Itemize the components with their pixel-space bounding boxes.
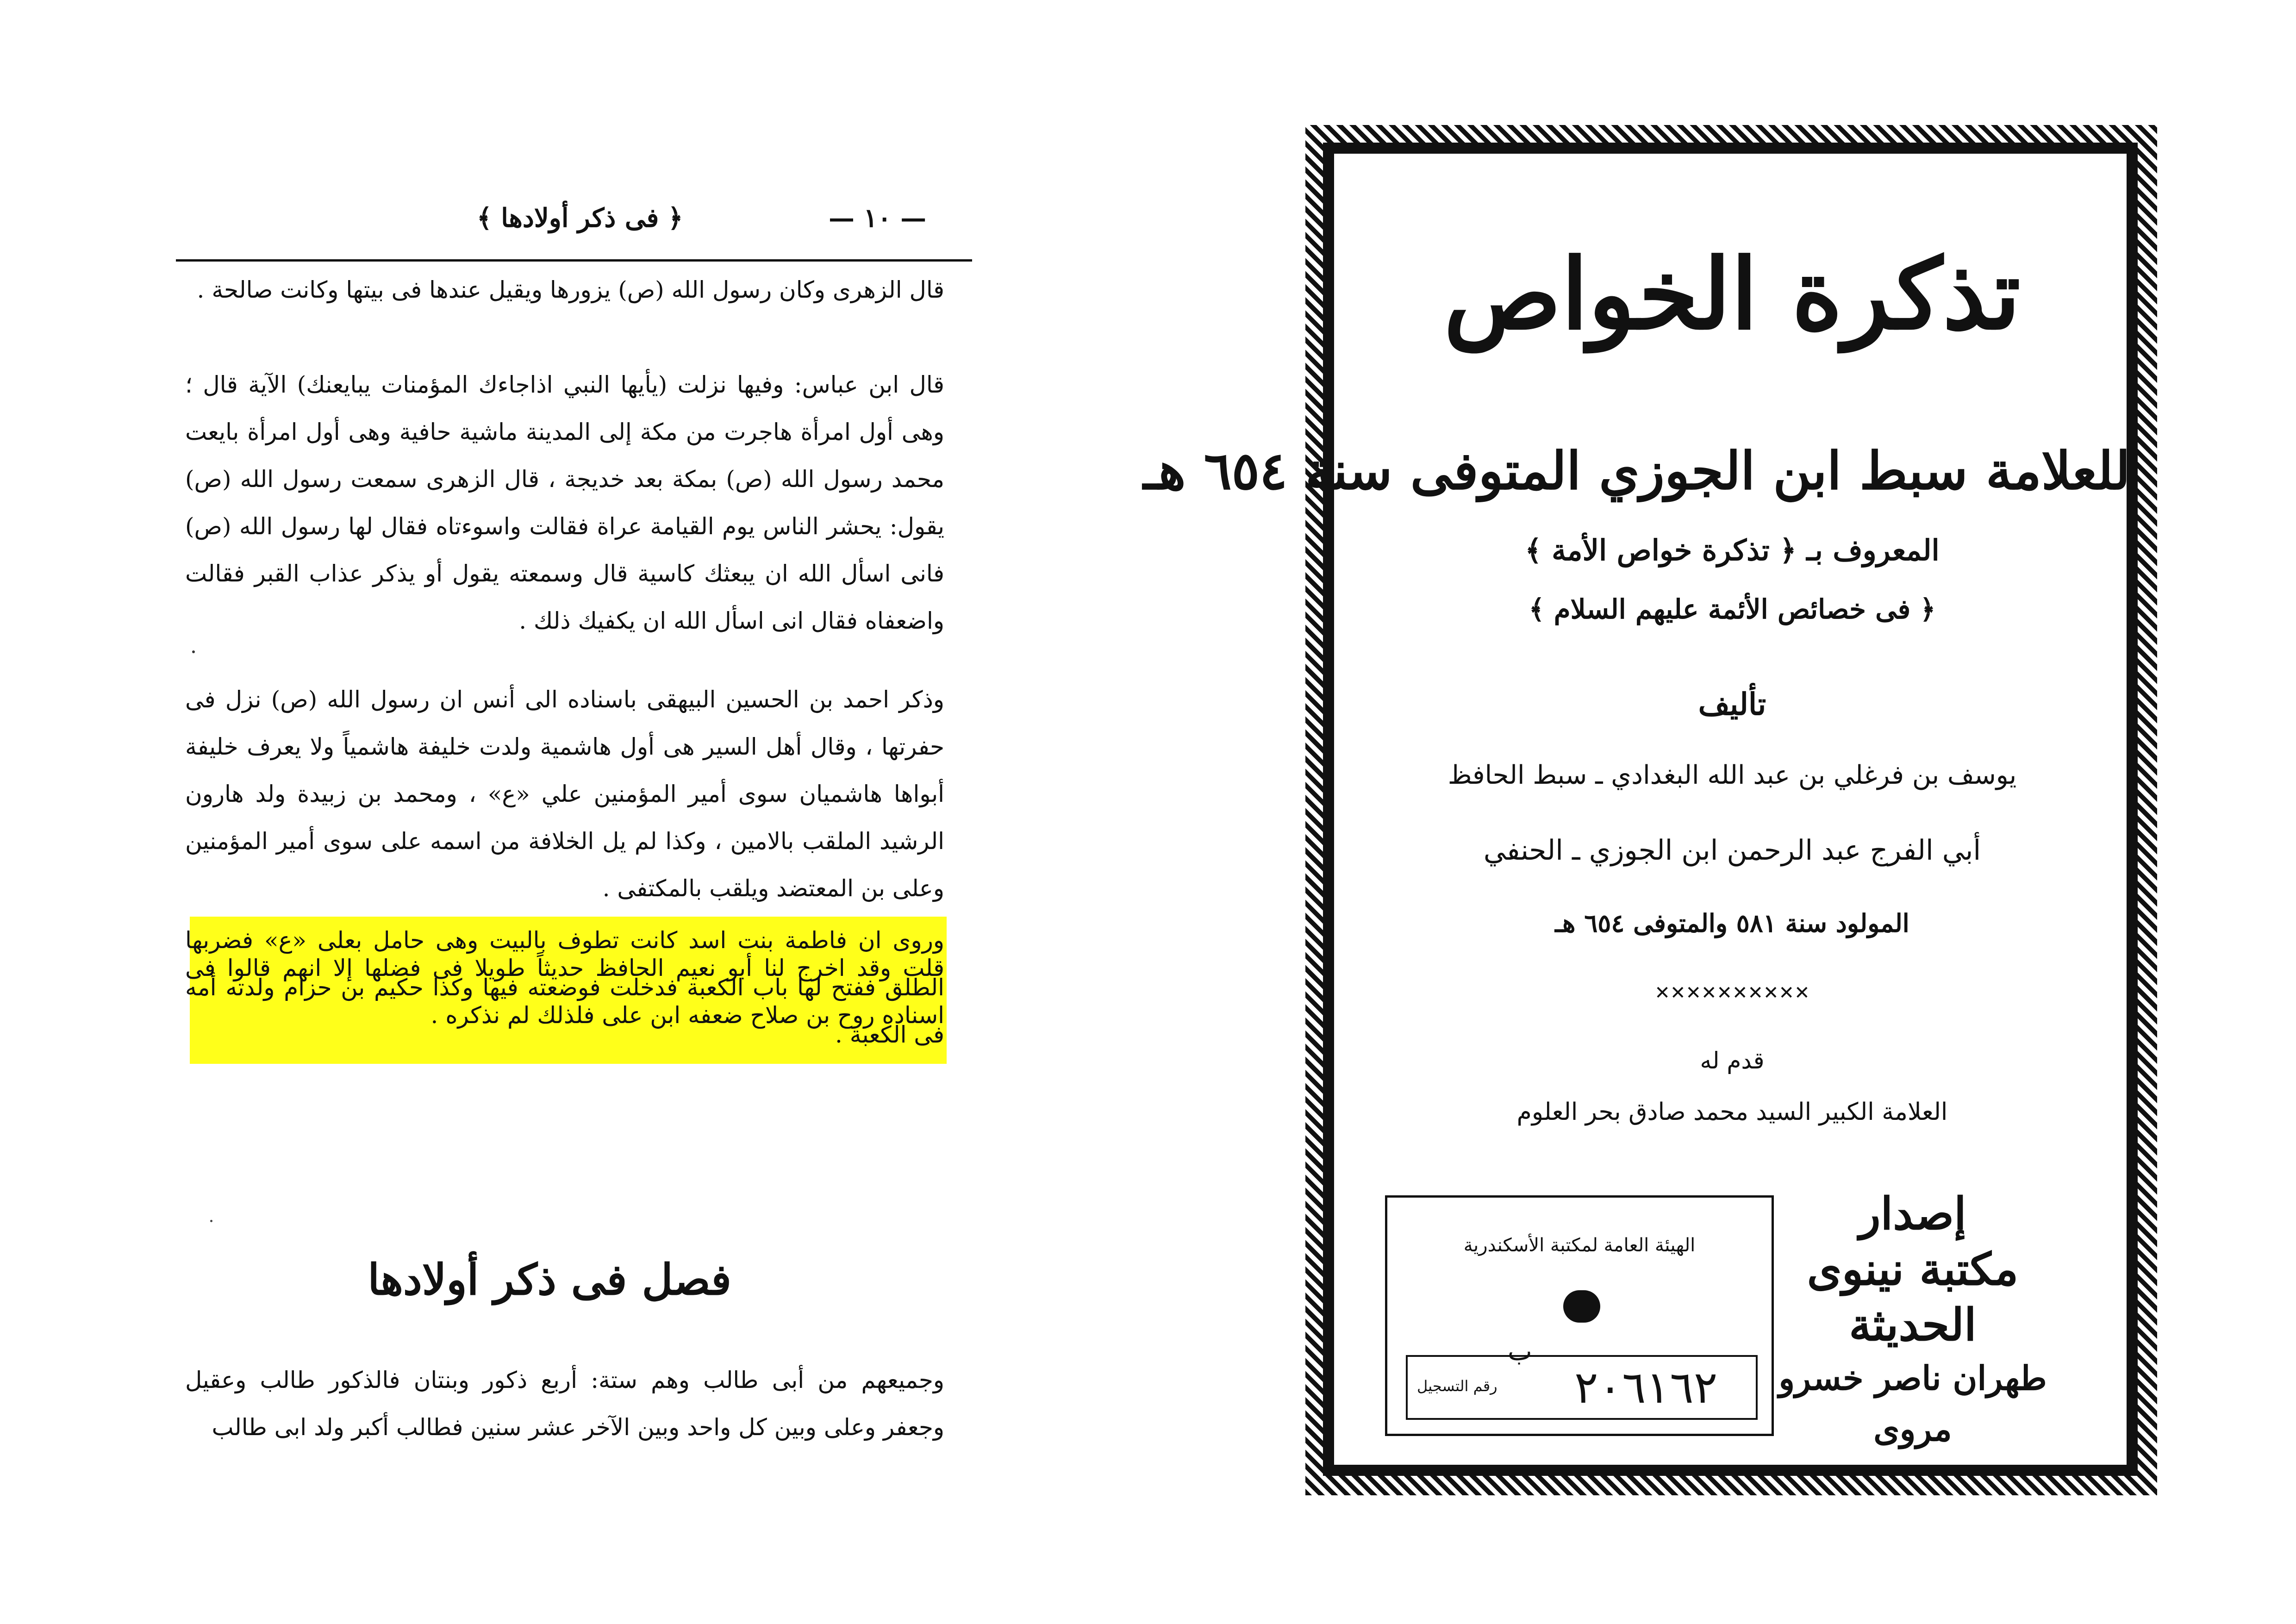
- introduction-author: العلامة الكبير السيد محمد صادق بحر العلوم: [1516, 1098, 1948, 1126]
- page-number: — ١٠ —: [829, 203, 927, 233]
- authorship-label: تأليف: [1698, 686, 1766, 722]
- author-lineage: أبي الفرج عبد الرحمن ابن الجوزي ـ الحنفي: [1483, 834, 1981, 867]
- publisher-address: طهران ناصر خسرو مروى: [1778, 1358, 2047, 1449]
- stamp-seal-icon: [1563, 1290, 1600, 1323]
- stamp-text: الهيئة العامة لمكتبة الأسكندرية: [1463, 1235, 1696, 1256]
- author-full-name: يوسف بن فرغلي بن عبد الله البغدادي ـ سبط الحافظ: [1447, 760, 2017, 790]
- page-header: [176, 203, 972, 244]
- title-page-content: [1143, 152, 2130, 1467]
- paragraph-4: قلت وقد اخرج لنا أبو نعيم الحافظ حديثاً طويلا فى فضلها إلا انهم قالوا فى اسناده روح بن صلاح ضعفه ابن على فلذلك لم نذكره .: [185, 955, 944, 1029]
- known-as-line: المعروف بـ ﴿ تذكرة خواص الأمة ﴾: [1525, 533, 1940, 567]
- registration-label: رقم التسجيل: [1417, 1377, 1497, 1395]
- margin-mark: [192, 650, 195, 653]
- margin-mark: [210, 1220, 212, 1222]
- left-page: [176, 185, 972, 1481]
- ornament-divider: ✕✕✕✕✕✕✕✕✕✕: [1654, 982, 1810, 1004]
- paragraph-1: قال الزهرى وكان رسول الله (ص) يزورها ويقيل عندها فى بيتها وكانت صالحة .: [197, 276, 944, 303]
- title-page: [1143, 125, 2157, 1495]
- header-title: ﴿ فى ذكر أولادها ﴾: [477, 203, 683, 233]
- publisher-name: مكتبة نينوى الحديثة: [1807, 1243, 2019, 1351]
- subtitle: ﴿ فى خصائص الأئمة عليهم السلام ﴾: [1529, 593, 1936, 625]
- header-rule: [176, 259, 972, 262]
- registration-box: [1406, 1355, 1758, 1420]
- highlighted-paragraph: وروى ان فاطمة بنت اسد كانت تطوف بالبيت وهى حامل بعلى «ع» فضربها الطلق ففتح لها باب الكعبة فدخلت فوضعته فيها وكذا حكيم بن حزام ولدته أمه فى الكعبة .: [185, 927, 944, 1048]
- stamp-handwritten-mark: ب: [1508, 1337, 1532, 1367]
- book-title: تذكرة الخواص: [1443, 237, 2021, 351]
- paragraph-3: وذكر احمد بن الحسين البيهقى باسناده الى أنس ان رسول الله (ص) نزل فى حفرتها ، وقال أهل السير هى أول هاشمية ولدت خليفة هاشمياً ولا يعرف خليفة أبواها هاشميان سوى أمير المؤمنين علي «ع» ، ومحمد بن زبيدة ولد هارون الرشيد الملقب بالامين ، وكذا لم يل الخلافة من اسمه على سوى أمير المؤمنين وعلى بن المعتضد ويلقب بالمكتفى .: [185, 686, 944, 902]
- birth-death-dates: المولود سنة ٥٨١ والمتوفى ٦٥٤ هـ: [1555, 908, 1909, 938]
- final-paragraph: وجميعهم من أبى طالب وهم ستة: أربع ذكور وبنتان فالذكور طالب وعقيل وجعفر وعلى وبين كل واحد وبين الآخر عشر سنين فطالب أكبر ولد ابى طالب: [185, 1367, 944, 1441]
- introduction-label: قدم له: [1700, 1047, 1765, 1074]
- paragraph-2: قال ابن عباس: وفيها نزلت (يأيها النبي اذاجاءك المؤمنات يبايعنك) الآية قال ؛ وهى أول امرأة هاجرت من مكة إلى المدينة ماشية حافية وهى أول امرأة بايعت محمد رسول الله (ص) بمكة بعد خديجة ، قال الزهرى سمعت رسول الله (ص) يقول: يحشر الناس يوم القيامة عراة فقالت واسوءتاه فقال لها رسول الله (ص) فانى اسأل الله ان يبعثك كاسية قال وسمعته يقول أو يذكر عذاب القبر فقالت واضعفاه فقال انى اسأل الله ان يكفيك ذلك .: [185, 371, 944, 634]
- publisher-label: إصدار: [1859, 1187, 1966, 1240]
- publisher-block: [1765, 1186, 2061, 1455]
- library-stamp: [1385, 1195, 1774, 1436]
- section-title: فصل فى ذكر أولادها: [368, 1255, 731, 1305]
- registration-number: ٢٠٦١٦٢: [1574, 1362, 1718, 1413]
- author-line: للعلامة سبط ابن الجوزي المتوفى سنة ٦٥٤ هـ: [1143, 441, 2130, 501]
